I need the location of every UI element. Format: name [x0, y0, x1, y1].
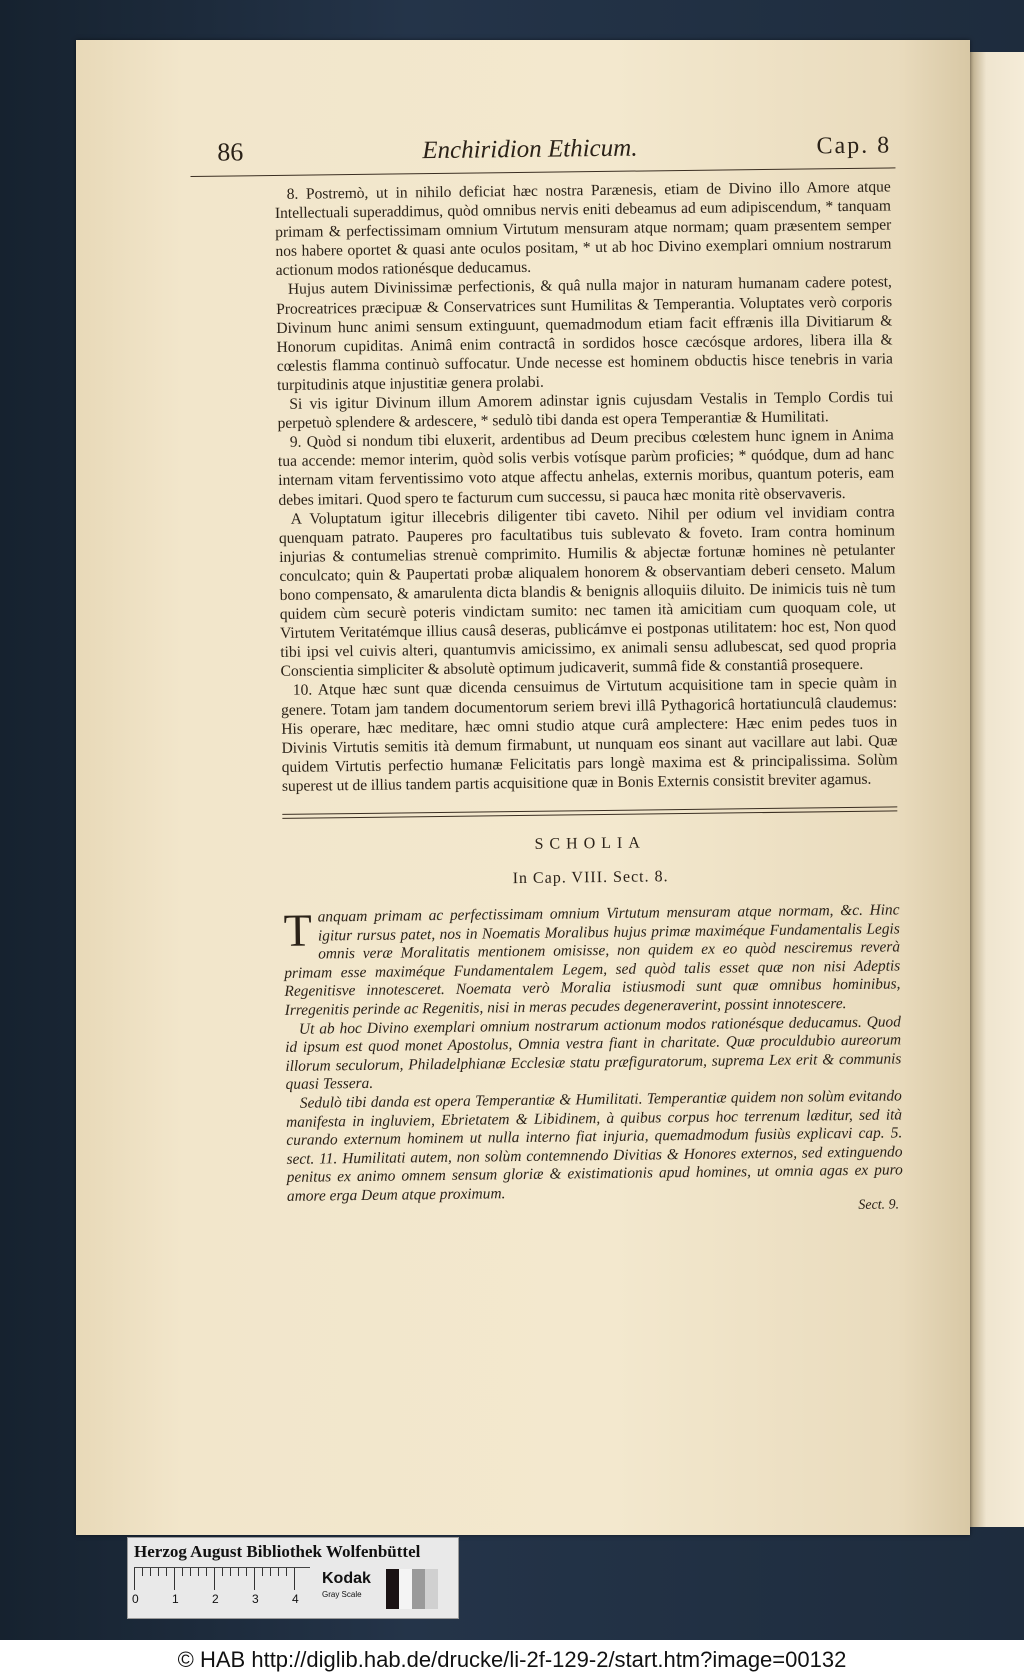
scale-number: 0: [132, 1592, 139, 1606]
drop-cap: T: [283, 904, 313, 956]
scholia-title: SCHOLIA: [534, 834, 646, 853]
page-number: 86: [217, 137, 244, 167]
scholia-paragraph: Ut ab hoc Divino exemplari omnium nostrarum actionum modos rationésque deducamus. Quod id ipsum est quod monet Apostolus, Omnia vestra fiant in charitate. Quæ proculdubio aureorum illorum seculorum, Philadelphianæ Ecclesiæ statu præfiguratorum, suprema Lex erit & communis quasi Tessera.: [285, 1012, 902, 1094]
scholia-subtitle: In Cap. VIII. Sect. 8.: [512, 868, 669, 888]
paragraph: Hujus autem Divinissimæ perfectionis, & quâ nulla major in naturam humanam cadere potest, Procreatrices præcipuæ & Conservatrices sunt Humilitas & Temperantia. Voluptates verò corporis Divinum hunc animi sensum extinguunt, quemadmodum etiam facit effrænis illa Divitiarum & Honorum cupiditas. Animâ enim contractâ in sordidos hosce cæcósque ardores, libera illa & cœlestis flamma continuò suffocatur. Unde necesse est hominem obductis hisce tenebris in varia turpitudinis atque injustitiæ genera prolabi.: [276, 273, 893, 394]
main-text: [275, 177, 898, 795]
ruler-tick: [182, 1568, 183, 1576]
ruler-tick: [150, 1568, 151, 1576]
ruler-tick: [254, 1568, 255, 1590]
scale-number: 1: [172, 1592, 179, 1606]
gray-patches: [386, 1569, 438, 1609]
ruler-tick: [238, 1568, 239, 1576]
ruler-tick: [262, 1568, 263, 1576]
ruler-tick: [294, 1568, 295, 1590]
paragraph: A Voluptatum igitur illecebris diligenter tibi caveto. Nihil per odium vel invidiam contra quenquam patrato. Pauperes pro facultatibus tuis sublevato & foveto. Iram contra hominum injurias & contumelias strenuè comprimito. Humilis & abjectæ fortunæ homines nè petulanter conculcato; quin & Paupertati probæ aliqualem honorem & observantiam deberi censeto. Malum bono compensato, & amarulenta dicta blandis & benignis alloquiis diluito. De inimicis tuis nè tum quidem cùm securè poteris vindictam sumito: nec tamen ità amicitiam cum quoquam cole, ut Virtutem Veritatémque illius causâ deseras, publicámve ei postponas utilitatem: hoc est, Non quod tibi ipsi vel cuivis alteri, quantumvis amicissimo, ex animali sensu adlubescat, sed quod propria Conscientia simpliciter & absolutè optimum judicaverit, summâ fide & constantiâ prosequere.: [278, 503, 897, 681]
library-color-chart: [127, 1537, 459, 1619]
ruler-tick: [166, 1568, 167, 1576]
section-rule-thin: [282, 810, 897, 819]
scholia-lead: [283, 901, 900, 1020]
scholia-lead-text: anquam primam ac perfectissimam omnium Virtutum mensuram atque normam, &c. Hinc igitur rursus patet, nos in Noematis Moralibus hujus primæ maximéque Fundamentalis Legis omnis veræ Moralitatis mentionem omisisse, non quidem ex eo quòd nesciremus reverà primam esse maximéque Fundamentalem Legem, sed quòd talis esset quæ non nisi Adeptis Regenitisve innotesceret. Noemata verò Moralia istiusmodi sunt quæ omnibus hominibus, Irregenitis perinde ac Regenitis, nisi in meras pecudes degeneraverint, possint innotescere.: [284, 901, 901, 1019]
chapter-label: Cap. 8: [816, 132, 892, 160]
ruler-tick: [230, 1568, 231, 1576]
gray-scale-label: Gray Scale: [322, 1590, 362, 1599]
scale-number: 3: [252, 1592, 259, 1606]
ruler-tick: [286, 1568, 287, 1576]
ruler-tick: [142, 1568, 143, 1576]
page-content: [190, 125, 908, 1221]
scholia-text: [283, 901, 903, 1220]
copyright-footer: © HAB http://diglib.hab.de/drucke/li-2f-129-2/start.htm?image=00132: [0, 1640, 1024, 1680]
gray-patch: [399, 1569, 412, 1609]
library-name: Herzog August Bibliothek Wolfenbüttel: [134, 1542, 421, 1561]
ruler-tick: [134, 1568, 135, 1590]
ruler-tick: [246, 1568, 247, 1576]
ruler-tick: [174, 1568, 175, 1590]
ruler-tick: [222, 1568, 223, 1576]
gray-patch: [412, 1569, 425, 1609]
scale-number: 2: [212, 1592, 219, 1606]
ruler-tick: [198, 1568, 199, 1576]
catchword: Sect. 9.: [858, 1196, 900, 1213]
kodak-logo: Kodak: [322, 1570, 371, 1587]
paragraph: 10. Atque hæc sunt quæ dicenda censuimus de Virtutum acquisitione tam in specie quàm in genere. Totam jam tandem documentorum seriem brevi illâ Pythagoricâ hortatiunculâ claudemus: His operare, hæc meditare, hæc omni studio atque curâ amplectere: Hæc enim pedes tuos in Divinis Virtutis semitis ità demum firmabunt, ut nunquam eos sinant aut vacillare aut labi. Quæ quidem Virtutis perfectio humanæ Felicitatis pars longè maxima est & principalissima. Solùm superest ut de illius tandem partis acquisitione quæ in Bonis Externis consistit breviter agamus.: [280, 674, 898, 795]
ruler-scale: [134, 1567, 310, 1610]
ruler-tick: [278, 1568, 279, 1576]
ruler-tick: [190, 1568, 191, 1576]
ruler-tick: [214, 1568, 215, 1590]
ruler-tick: [270, 1568, 271, 1576]
gray-patch: [386, 1569, 399, 1609]
facing-page-edge: [970, 52, 1024, 1527]
scholia-paragraph: Sedulò tibi danda est opera Temperantiæ & Humilitati. Temperantiæ quidem non solùm evitando manifesta in ingluviem, Ebrietatem & Libidinem, à quibus corpus hoc terrenum læditur, sed ità curando externum hominem ut nulla interno fiat injuria, quemadmodum fusiùs explicavi cap. 5. sect. 11. Humilitati autem, non solùm contemnendo Divitias & Honores externos, sed extinguendo penitus ex animo omnem sensum gloriæ & existimationis apud homines, ut omnia agas ex puro amore erga Deum atque proximum.: [285, 1087, 903, 1205]
paragraph: 9. Quòd si nondum tibi eluxerit, ardentibus ad Deum precibus cœlestem hunc ignem in Anima tua accende: memor interim, quòd solis verbis votísque parùm proficies; * quódque, dum ad hanc internam vitam ferventissimo voto atque affectu anhelas, externis moribus, quantum poteris, eam debes imitari. Quod spero te facturum cum successu, si pauca hæc monita ritè observaveris.: [277, 426, 895, 509]
scale-number: 4: [292, 1592, 299, 1606]
running-title: Enchiridion Ethicum.: [422, 134, 638, 165]
ruler-tick: [206, 1568, 207, 1576]
paragraph: Si vis igitur Divinum illum Amorem adinstar ignis cujusdam Vestalis in Templo Cordis tui perpetuò splendere & ardescere, * sedulò tibi danda est opera Temperantiæ & Humilitati.: [277, 388, 894, 433]
paragraph: 8. Postremò, ut in nihilo deficiat hæc nostra Parænesis, etiam de Divino illo Amore atque Intellectuali superaddimus, quòd omnibus nervis eniti debeamus ad eum adipiscendum, * tanquam primam & perfectissimam omnium Virtutum mensuram atque normam; quam præsentem semper nos habere oportet & quasi ante oculos positam, * ut ab hoc Divino exemplari omnium nostrarum actionum modos rationésque deducamus.: [274, 178, 892, 280]
gray-patch: [425, 1569, 438, 1609]
ruler-tick: [158, 1568, 159, 1576]
